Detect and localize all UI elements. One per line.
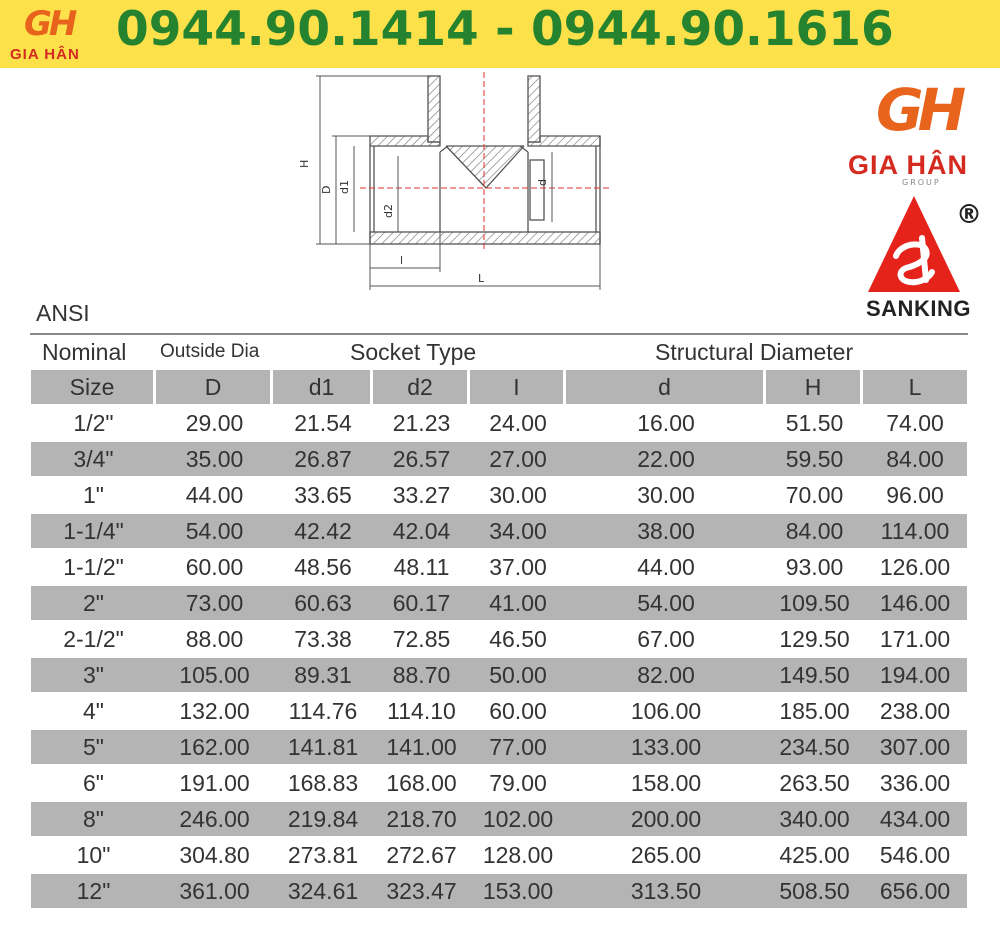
table-cell: 72.85: [373, 620, 470, 656]
table-row: [31, 584, 967, 620]
table-cell: 26.87: [273, 440, 373, 476]
table-cell: 656.00: [863, 872, 967, 908]
group-header-structural-diameter: Structural Diameter: [655, 339, 854, 365]
table-cell: 77.00: [470, 728, 566, 764]
standard-label: ANSI: [36, 300, 90, 326]
table-cell: 8": [31, 800, 156, 836]
table-cell: 324.61: [273, 872, 373, 908]
table-cell: 109.50: [766, 584, 863, 620]
table-cell: 59.50: [766, 440, 863, 476]
table-row: [31, 836, 967, 872]
table-cell: 323.47: [373, 872, 470, 908]
table-cell: 30.00: [470, 476, 566, 512]
table-cell: 33.27: [373, 476, 470, 512]
table-cell: 265.00: [566, 836, 766, 872]
table-cell: 60.17: [373, 584, 470, 620]
table-cell: 132.00: [156, 692, 273, 728]
column-header-row: [31, 370, 967, 404]
table-cell: 26.57: [373, 440, 470, 476]
gia-han-group: GROUP: [902, 178, 941, 187]
table-cell: 272.67: [373, 836, 470, 872]
table-cell: 54.00: [156, 512, 273, 548]
table-row: [31, 512, 967, 548]
table-cell: 21.23: [373, 404, 470, 440]
table-cell: 234.50: [766, 728, 863, 764]
table-row: [31, 692, 967, 728]
table-row: [31, 404, 967, 440]
table-cell: 361.00: [156, 872, 273, 908]
phone-numbers: 0944.90.1414 - 0944.90.1616: [116, 2, 894, 57]
col-header-d2: d2: [373, 370, 470, 404]
table-cell: 33.65: [273, 476, 373, 512]
table-cell: 3": [31, 656, 156, 692]
table-cell: 2-1/2": [31, 620, 156, 656]
table-cell: 171.00: [863, 620, 967, 656]
table-cell: 35.00: [156, 440, 273, 476]
table-cell: 141.00: [373, 728, 470, 764]
dim-label-D: D: [320, 185, 333, 194]
col-header-size: Size: [31, 370, 156, 404]
table-cell: 82.00: [566, 656, 766, 692]
table-body: [31, 404, 967, 908]
table-cell: 141.81: [273, 728, 373, 764]
tee-drawing-svg: [290, 72, 620, 294]
table-cell: 1": [31, 476, 156, 512]
dim-label-d: d: [536, 179, 549, 186]
dim-label-d2: d2: [382, 204, 395, 218]
table-cell: 153.00: [470, 872, 566, 908]
table-cell: 313.50: [566, 872, 766, 908]
table-cell: 84.00: [766, 512, 863, 548]
table-cell: 263.50: [766, 764, 863, 800]
table-cell: 24.00: [470, 404, 566, 440]
table-row: [31, 476, 967, 512]
table-row: [31, 620, 967, 656]
table-cell: 29.00: [156, 404, 273, 440]
table-cell: 93.00: [766, 548, 863, 584]
table-cell: 146.00: [863, 584, 967, 620]
table-cell: 238.00: [863, 692, 967, 728]
col-header-I: I: [470, 370, 566, 404]
table-cell: 158.00: [566, 764, 766, 800]
table-row: [31, 440, 967, 476]
table-cell: 16.00: [566, 404, 766, 440]
col-header-d: d: [566, 370, 766, 404]
brand-logos: [840, 76, 1000, 326]
logo-mark: GH: [24, 4, 75, 44]
table-cell: 1/2": [31, 404, 156, 440]
table-cell: 336.00: [863, 764, 967, 800]
table-cell: 194.00: [863, 656, 967, 692]
sanking-logo-icon: [866, 194, 962, 294]
table-cell: 73.38: [273, 620, 373, 656]
dimension-table: [31, 370, 967, 908]
table-cell: 60.63: [273, 584, 373, 620]
group-header-socket-type: Socket Type: [350, 339, 477, 365]
table-row: [31, 548, 967, 584]
table-cell: 37.00: [470, 548, 566, 584]
table-cell: 27.00: [470, 440, 566, 476]
table-cell: 60.00: [156, 548, 273, 584]
col-header-L: L: [863, 370, 967, 404]
table-cell: 84.00: [863, 440, 967, 476]
table-cell: 307.00: [863, 728, 967, 764]
table-cell: 50.00: [470, 656, 566, 692]
col-header-D: D: [156, 370, 273, 404]
table-cell: 114.10: [373, 692, 470, 728]
table-cell: 89.31: [273, 656, 373, 692]
table-cell: 34.00: [470, 512, 566, 548]
table-cell: 191.00: [156, 764, 273, 800]
table-cell: 42.42: [273, 512, 373, 548]
logo-name: GIA HÂN: [10, 46, 80, 63]
dim-label-l: l: [400, 254, 404, 267]
registered-mark: ®: [956, 200, 982, 230]
table-cell: 21.54: [273, 404, 373, 440]
table-cell: 22.00: [566, 440, 766, 476]
gia-han-logo: [10, 4, 98, 66]
table-cell: 434.00: [863, 800, 967, 836]
table-row: [31, 656, 967, 692]
header-banner: [0, 0, 1000, 68]
table-cell: 96.00: [863, 476, 967, 512]
table-cell: 162.00: [156, 728, 273, 764]
table-cell: 3/4": [31, 440, 156, 476]
table-cell: 46.50: [470, 620, 566, 656]
group-header-outside-dia: Outside Dia: [160, 341, 260, 362]
table-cell: 304.80: [156, 836, 273, 872]
table-cell: 42.04: [373, 512, 470, 548]
table-cell: 30.00: [566, 476, 766, 512]
table-row: [31, 872, 967, 908]
table-cell: 10": [31, 836, 156, 872]
table-cell: 219.84: [273, 800, 373, 836]
col-header-d1: d1: [273, 370, 373, 404]
table-cell: 114.00: [863, 512, 967, 548]
table-cell: 114.76: [273, 692, 373, 728]
table-cell: 54.00: [566, 584, 766, 620]
table-cell: 60.00: [470, 692, 566, 728]
table-cell: 51.50: [766, 404, 863, 440]
table-cell: 129.50: [766, 620, 863, 656]
table-cell: 88.70: [373, 656, 470, 692]
col-header-H: H: [766, 370, 863, 404]
table-cell: 218.70: [373, 800, 470, 836]
group-header-nominal: Nominal: [42, 339, 127, 365]
table-cell: 67.00: [566, 620, 766, 656]
table-cell: 5": [31, 728, 156, 764]
table-cell: 41.00: [470, 584, 566, 620]
table-cell: 44.00: [156, 476, 273, 512]
table-row: [31, 800, 967, 836]
table-cell: 128.00: [470, 836, 566, 872]
gia-han-name: GIA HÂN: [848, 150, 968, 180]
table-cell: 546.00: [863, 836, 967, 872]
table-cell: 6": [31, 764, 156, 800]
table-cell: 1-1/2": [31, 548, 156, 584]
table-cell: 74.00: [863, 404, 967, 440]
table-cell: 70.00: [766, 476, 863, 512]
table-cell: 149.50: [766, 656, 863, 692]
table-row: [31, 764, 967, 800]
table-cell: 88.00: [156, 620, 273, 656]
table-cell: 200.00: [566, 800, 766, 836]
dim-label-H: H: [298, 159, 311, 168]
table-cell: 79.00: [470, 764, 566, 800]
table-cell: 246.00: [156, 800, 273, 836]
table-cell: 168.00: [373, 764, 470, 800]
table-cell: 106.00: [566, 692, 766, 728]
table-cell: 105.00: [156, 656, 273, 692]
table-cell: 425.00: [766, 836, 863, 872]
tee-fitting-drawing: [290, 72, 620, 294]
table-cell: 4": [31, 692, 156, 728]
table-cell: 185.00: [766, 692, 863, 728]
table-cell: 102.00: [470, 800, 566, 836]
table-cell: 340.00: [766, 800, 863, 836]
table-cell: 48.11: [373, 548, 470, 584]
table-cell: 38.00: [566, 512, 766, 548]
dim-label-d1: d1: [338, 180, 351, 194]
table-cell: 508.50: [766, 872, 863, 908]
gia-han-mark: GH: [876, 76, 961, 144]
table-cell: 73.00: [156, 584, 273, 620]
dim-label-L: L: [478, 272, 485, 285]
table-cell: 48.56: [273, 548, 373, 584]
header-rule: [30, 333, 968, 335]
table-cell: 133.00: [566, 728, 766, 764]
table-cell: 1-1/4": [31, 512, 156, 548]
sanking-name: SANKING: [866, 296, 971, 321]
table-cell: 2": [31, 584, 156, 620]
table-cell: 273.81: [273, 836, 373, 872]
table-cell: 44.00: [566, 548, 766, 584]
table-cell: 12": [31, 872, 156, 908]
table-cell: 126.00: [863, 548, 967, 584]
table-cell: 168.83: [273, 764, 373, 800]
table-row: [31, 728, 967, 764]
